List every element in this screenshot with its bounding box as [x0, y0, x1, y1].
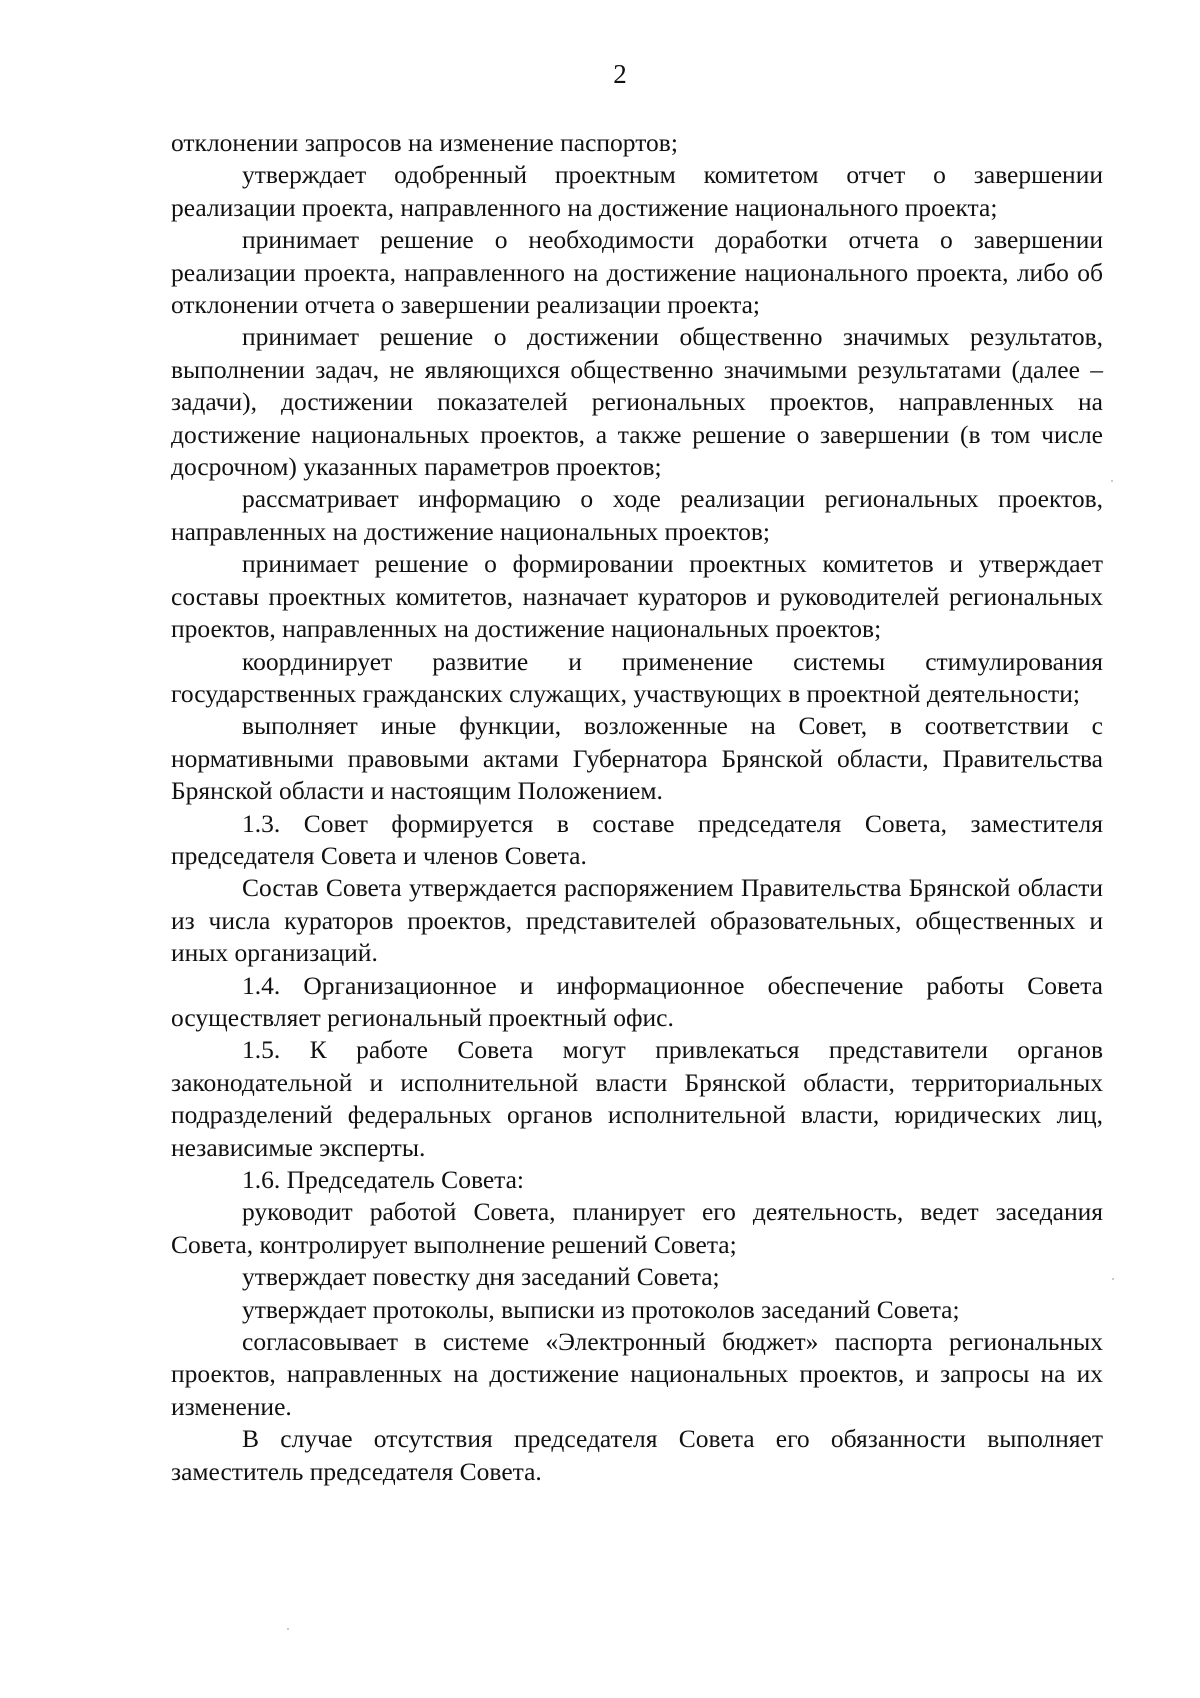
paragraph: 1.6. Председатель Совета: — [242, 1165, 525, 1194]
page-number: 2 — [613, 59, 627, 89]
paragraph: принимает решение о необходимости доработки отчета о завершении реализации проекта, направленного на достижение национального проекта, либо об отклонении отчета о завершении реализации проекта; — [171, 225, 1103, 320]
paragraph: В случае отсутствия председателя Совета его обязанности выполняет заместитель председателя Совета. — [171, 1424, 1103, 1486]
paragraph: утверждает одобренный проектным комитетом отчет о завершении реализации проекта, направленного на достижение национального проекта; — [171, 160, 1103, 222]
paragraph: согласовывает в системе «Электронный бюджет» паспорта региональных проектов, направленных на достижение национальных проектов, и запросы на их изменение. — [171, 1327, 1103, 1421]
paragraph: принимает решение о формировании проектных комитетов и утверждает составы проектных комитетов, назначает кураторов и руководителей региональных проектов, направленных на достижение национальных проектов; — [171, 549, 1103, 644]
paragraph: принимает решение о достижении общественно значимых результатов, выполнении задач, не являющихся общественно значимыми результатами (далее – задачи), достижении показателей региональных проектов, направленных на достижение национальных проектов, а также решение о завершении (в том числе досрочном) указанных параметров проектов; — [171, 322, 1103, 482]
scan-speck — [287, 1628, 289, 1630]
paragraph: утверждает повестку дня заседаний Совета; — [242, 1262, 720, 1292]
paragraph: рассматривает информацию о ходе реализации региональных проектов, направленных на достижение национальных проектов; — [171, 484, 1103, 546]
paragraph: 1.3. Совет формируется в составе председателя Совета, заместителя председателя Совета и членов Совета. — [171, 808, 1103, 870]
paragraph: отклонении запросов на изменение паспортов; — [171, 128, 678, 157]
scan-speck — [1112, 1278, 1114, 1280]
paragraph: выполняет иные функции, возложенные на Совет, в соответствии с нормативными правовыми актами Губернатора Брянской области, Правительства Брянской области и настоящим Положением. — [171, 711, 1103, 806]
paragraph: 1.4. Организационное и информационное обеспечение работы Совета осуществляет региональный проектный офис. — [171, 970, 1103, 1032]
paragraph: 1.5. К работе Совета могут привлекаться представители органов законодательной и исполнительной власти Брянской области, территориальных подразделений федеральных органов исполнительной власти, юридических лиц, независимые эксперты. — [171, 1035, 1103, 1162]
paragraph: утверждает протоколы, выписки из протоколов заседаний Совета; — [242, 1294, 960, 1324]
scan-speck — [1111, 480, 1113, 482]
paragraph: руководит работой Совета, планирует его деятельность, ведет заседания Совета, контролирует выполнение решений Совета; — [171, 1197, 1103, 1259]
paragraph: Состав Совета утверждается распоряжением Правительства Брянской области из числа кураторов проектов, представителей образовательных, общественных и иных организаций. — [171, 873, 1103, 968]
paragraph: координирует развитие и применение системы стимулирования государственных гражданских служащих, участвующих в проектной деятельности; — [171, 646, 1103, 708]
document-body — [171, 127, 1103, 1488]
